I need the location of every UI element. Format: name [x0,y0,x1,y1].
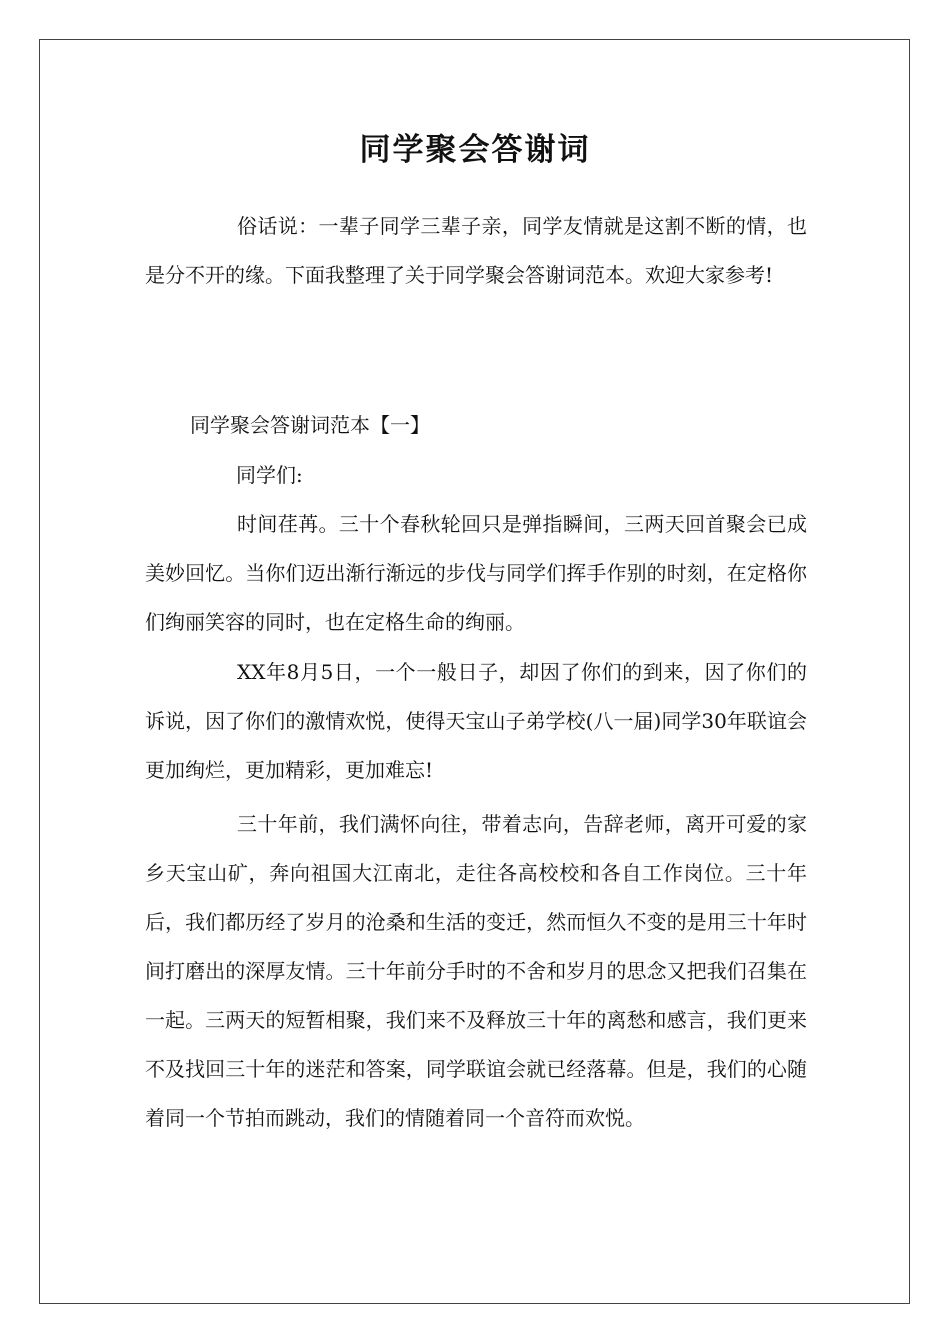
paragraph-1: 时间荏苒。三十个春秋轮回只是弹指瞬间，三两天回首聚会已成美妙回忆。当你们迈出渐行渐远的步伐与同学们挥手作别的时刻，在定格你们绚丽笑容的同时，也在定格生命的绚丽。 [145,512,807,634]
paragraph-3: 三十年前，我们满怀向往，带着志向，告辞老师，离开可爱的家乡天宝山矿，奔向祖国大江南北，走往各高校校和各自工作岗位。三十年后，我们都历经了岁月的沧桑和生活的变迁，然而恒久不变的是用三十年时间打磨出的深厚友情。三十年前分手时的不舍和岁月的思念又把我们召集在一起。三两天的短暂相聚，我们来不及释放三十年的离愁和感言，我们更来不及找回三十年的迷茫和答案，同学联谊会就已经落幕。但是，我们的心随着同一个节拍而跳动，我们的情随着同一个音符而欢悦。 [145,812,807,1130]
paragraph-2: XX年8月5日，一个一般日子，却因了你们的到来，因了你们的诉说，因了你们的激情欢悦，使得天宝山子弟学校(八一届)同学30年联谊会更加绚烂，更加精彩，更加难忘! [145,660,807,782]
section-heading: 同学聚会答谢词范本【一】 [190,413,430,437]
document-title: 同学聚会答谢词 [359,132,591,168]
salutation: 同学们: [236,463,303,487]
intro-paragraph: 俗话说：一辈子同学三辈子亲，同学友情就是这割不断的情，也是分不开的缘。下面我整理了关于同学聚会答谢词范本。欢迎大家参考! [145,214,807,287]
